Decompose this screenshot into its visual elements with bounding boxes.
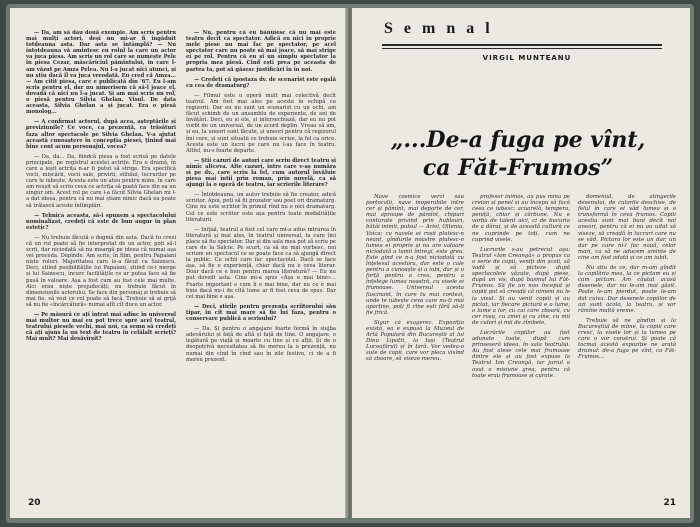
left-column-1 — [26, 30, 176, 490]
paragraph: profesor inimos, au pus mîna pe creion și penel și au începu să facă ceea ce iubesc: acuarelă, tempera, peniță, chiar și cărbune. Nu e vorba de talent aici, ci de bucuria de a dărui, și de această cultură ce ne cuprinde pe toți, cum ne cuprind visele. — [472, 194, 570, 243]
right-column-2 — [472, 194, 570, 489]
paragraph: Trebuie să ne gîndim și la Bucureștiul de mîine, la copiii care cresc, la visele lor și la lumea pe care o vor construi. Și poate că tocmai acestă expoziție ne arată drumul: de-a fuga pe vînt, ca Făt-Frumos... — [578, 317, 676, 361]
article-headline — [368, 126, 668, 182]
paragraph: — Filmul este o operă mult mai colectivă decît teatrul. Am fost mai ales pe aceste în echipă cu regizorii. Dar eu nu sunt un scenarist cu un ochi, am făcut schimb de un ansamblu de experiențe, de ani de învățări. Deci, eu și ele, și intersectează, dar eu nu pot vorbi de un universal, de un acord deplin. Vreau să am, și eu, la uneori sunt făcute, și uneori pentru că regizorul îmi cere, și sunt situații ce trebuie scrise, la fel ca orice. Acesta este un lucru pe care nu l-aș face în teatru. Altfel, nu-s foarte departe. — [186, 92, 336, 154]
rubric-rule-top — [382, 44, 662, 46]
paragraph: — Deci, știrile pentru prezența scriitorului său tipar, în cît mai mare să fie lui faza, pentru o conservare publică a scrisului? — [186, 303, 336, 323]
paragraph: — Da, am să dau două exemple. Am scris pentru mai mulți actori, deși nu mi-ar fi îngăduit totdeauna asta. Dar asta se întâmplă? — Nu întotdeauna vă amintesc eu rolul la care un actor va juca piesa. Am scris un rol care se numește Pele în piesa Cezar, măscăriciul pămîntului, în care l-am văzut pe Amza Pelea. Nu l-a jucat nici atunci, și nu știu dacă îl va juca vreodată. Eu cred că Amza... — Am citit piesa, care e publicată din '67. Eu l-am scris pentru el, dar nu nimerisem că să-l joace el, dovadă că nici nu l-a jucat. Și am mai scris un rol, o piesă pentru Silvia Ghelan. Visul. De data aceasta, Silvia Ghelan a și jucat. Era o piesă monolog... — [26, 30, 176, 116]
paragraph: Lucrurile s-au petrecut așa: Teatrul «Ion Creangă» a propus ca o serie de copii, veniți din școli, să vadă și să picteze după spectacolele văzute, după piese, după un vis, după basmul lui Făt-Frumos. Să fie un nou început și copiii pot să creadă că nimeni nu le ia visul. Și au venit copiii și au pictat, iar fiecare pictură e o lume, o lume a lor, cu cai care zboară, cu cer roșu, cu zmei și cu zîne, cu mii de culori și mii de zîmbete. — [472, 246, 570, 326]
paragraph: — Tehnica aceasta, să-i spunem a spectacolului nominalizat, credeți că este de bun augur în plan estetic? — [26, 212, 176, 231]
left-column-2 — [186, 30, 336, 490]
paragraph: — Da, da... Da, fiindcă piesa a fost scrisă pe datele principale, pe registrul acestei actrițe. Era o dramă, în care a ieșit actrița n-ar fi putut să strige. Era specifică vocii, mișcării, vocii sale, privirii, stilului, lucrurilor pe care le iubește. Acesta este un atuu pentru mine, în care am reușit să scriu ceva ce actrița să poată face din ea un singur om. Acest rol pe care l-a făcut Silvia Ghelan mi l-a dat ideea, pentru că nu mai știam nimic dacă ea poate să trăiască aceste întîmplări. — [26, 153, 176, 209]
page-number-left: 20 — [28, 498, 41, 508]
rubric-title: Semnal — [384, 20, 501, 37]
paragraph: — Credeți că ipostaza dv. de scenarist este egală cu cea de dramaturg? — [186, 76, 336, 89]
right-column-3 — [578, 194, 676, 489]
right-column-1 — [366, 194, 464, 489]
paragraph: Sigur că exagerez. Expoziția există, ea e expusă la Muzeul de Artă Populară din Bucureștii al lui Dinu Lipatti, la Iași (Teatrul Luceafărul) și în țară. Vor vedea-o sute de copii, care vor pleca visînd să zboare, să viseze mereu. — [366, 319, 464, 363]
right-page — [352, 8, 690, 518]
magazine-spread — [6, 4, 694, 523]
paragraph: — Da. Și pentru o angajare foarte fermă în slujba adevărului și față de altă și față de tine. O angajare, o legătură pe viață și moarte cu tine și cu alții. Și de o deopotrivă necesitatea să fie mereu la o prezență, nu numai din cînd în cînd sau în zile festive, ci de a fi mereu prezent. — [186, 326, 336, 363]
paragraph: domeniul, de atingerile desenului, de culorile deschise, de felul în care ei văd lumea și o transformă în ceva frumos. Copiii acestia sunt mai buni decît noi uneori, pentru că ei nu au uitat să viseze, să creadă în lucruri care nu se văd. Pictura lor este un dar, un dar pe care ni-l fac nouă, celor mari, ca să ne aducem aminte de cine am fost odată și ce am iubit. — [578, 194, 676, 261]
page-number-right: 21 — [663, 498, 676, 508]
headline-line-1: „...De-a fuga pe vînt, — [390, 127, 646, 153]
rubric-rule-bottom — [382, 48, 662, 49]
paragraph: Lucrările copiilor au fost adunate toate, după cum prinseseră ideea, în sala teatrului. Au fost alese cele mai frumoase dintre ele și au fost expuse la Teatrul Ion Creangă, iar juriul a avut o misiune grea, pentru că toate erau frumoase și curate. — [472, 329, 570, 379]
paragraph: — A confirmat actorul, după acea, așteptările și previziunile? Ce voce, ca prezență, ca trăsături faza altor spectacole pe Silvia Ghelan. V-a ajutat această cunoaștere în concepția piesei, ținînd mai bine cont acum personajul, vocea? — [26, 119, 176, 150]
paragraph: Nu știu de ce, dar m-am gîndit la copilăria mea, la ce pictam eu și cum pictam. Am căutat acasă desenele, dar nu le-am mai găsit. Poate le-am pierdut, poate le-am dat cuiva. Dar desenele copiilor de azi sunt acolo, la teatru, și vor rămîne multă vreme. — [578, 265, 676, 314]
paragraph: Nave cosmice verzi sau portocalii, nave inoperabile intre cer și pămînt, mai departe de cer, mai aproape de pămînt, chipuri conturate privind prin hublouri, bătăi inimii, pulsul — Ariel, Oltenia, Voica; cu navele ei roșii plutesc-n neant, gîndurile noastre plutesc-n lumea ei proprie și nu are valoare niciodată a lumii întregi, este greu. Este gînd ce n-a fost niciodată cu înțelesul acestora, dar este o cale pentru a cunoaște și a iubi, dar și o forță pentru a crea, pentru a înțelege lumea noastră, cu visele ei frumoase. Universul acesta fascinant, în care tu mai contezi, unde te iubește ceva care nu-ți mai aparține, poți fi cine ești fără să-ți fie frică. — [366, 194, 464, 316]
headline-line-2: ca Făt-Frumos” — [422, 155, 614, 181]
paragraph: — Întotdeauna, un autor trebuie să fie creator, adică scriitor. Apoi, poți să fii prozator sau poet ori dramaturg. Cine nu este scriitor în primul rînd nu e nici dramaturg. Cel ce este scriitor este așa pentru toate modalitățile literaturii. — [186, 192, 336, 223]
author-name: VIRGIL MUNTEANU — [482, 54, 572, 62]
paragraph: — Nu, pentru că eu bănuiesc că nu mai este teatru decît ca spectator. Adică eu nici în proprie mele piese nu mai fac pe spectator, pe acel spectator care nu poate să mai joace, să mai strige ei pe rol. Pentru că eu și un simplu spectator la propria mea piesă. Cînd ești prea pe aceasta de partea ta, pot să găsesc justificări în în noi. — [186, 30, 336, 73]
paragraph: — Pe măsură ce ați intrat mai adînc în universul mai multor nu mai eu pot trece spre acel teatral, teatrului piesele vechi, mai noi, ca semn să credeți că ați ajuns la un text de teatru în celălalt scrieți? Mai mult? Mai desăvîrșit? — [26, 312, 176, 343]
paragraph: — Inițial, teatrul a fost cel care mi-a adus intrarea în literatură și mai ales, în teatrul universal, la care îmi place să fiu spectator. Dar și din sala mea pot să scriu pe care de la Salcie. Pe scurt, ca să nu mai vorbesc, noi scriem un spectacol ce se poate face ca să ajungă direct la public. Cu ochii care fac spectacolul. Dacă se face așa, să fie o experiență, chiar dacă nu e ceva literar. Doar dacă ce e bun pentru marea literatură? — Eu nu pot dovedi asta. Cine mi-a spus «Așa e mai bine»... Foarte important e cum îi e mai bine, dar nu ce e mai bine dacă nu-i de cîtă lume ar fi fost ceva de spus. Dar cel mai bine e așa. — [186, 226, 336, 300]
left-page — [10, 8, 350, 518]
paragraph: — Știi cazuri de autori care scriu direct teatru și nimic altceva. Alte cazuri, între care v-aș număra și pe dv., care scriu la fel, cum autorul învăluie piesa mai întîi prin roman, prin nuvelă, ca să ajungi la o operă de teatru, iar scrierile literare? — [186, 157, 336, 189]
paragraph: — Nu trebuie făcută o dogmă din asta. Dacă tu crezi că un rol poate să fie interpretat de un actor, poți să-l scrii, dar niciodată să nu meargă pe ideea că numai așa vei proceda. Depinde. Am scris, în film, pentru Papaiani niște roluri. Majoritatea care le-a făcut ca Saizescu. Deci, știind posibilitățile lui Papaiani, știind ce-i merge și lui Saizescu, încerc facilitățile ce ar putea face să fie pusă în valoare. Așa a fost cum au fost cele mai multe. Aici erau niște prejudecăți; nu trebuie făcut în dimensiunile actorului. Se face din personaj și trebuie să mai fie, să vezi ce rol poate să facă. Trebuie să ai grijă să nu fie «încărcătură» numai atît cît duce un actor. — [26, 234, 176, 308]
